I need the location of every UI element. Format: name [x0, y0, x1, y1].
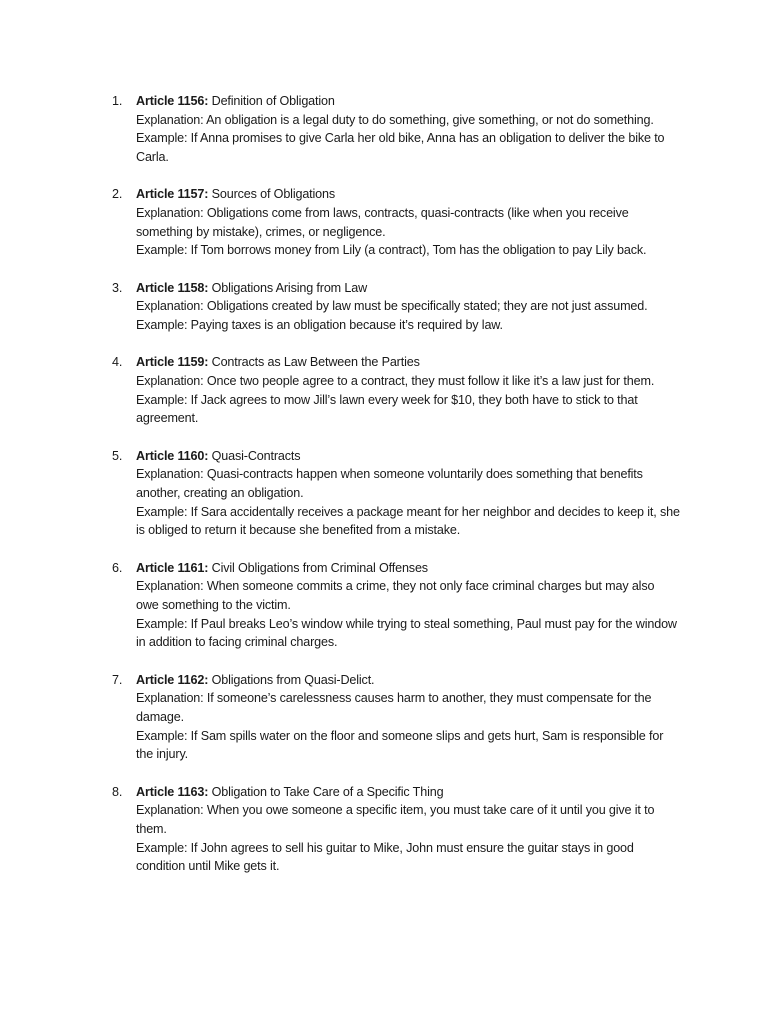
list-number: 2.	[112, 187, 123, 202]
article-explanation: Explanation: Once two people agree to a contract, they must follow it like it’s a law just for them.	[136, 373, 655, 388]
article-label: Article 1158:	[136, 280, 209, 295]
list-number: 7.	[112, 672, 123, 687]
article-item	[0, 185, 768, 260]
article-example: Example: If Sara accidentally receives a package meant for her neighbor and decides to keep it, she is obliged to return it because she benefited from a mistake.	[136, 504, 680, 538]
list-number: 5.	[112, 448, 123, 463]
list-number: 3.	[112, 280, 123, 295]
article-title: Contracts as Law Between the Parties	[211, 355, 420, 370]
list-number: 4.	[112, 355, 123, 370]
article-explanation: Explanation: When you owe someone a specific item, you must take care of it until you give it to them.	[136, 803, 655, 836]
list-number: 8.	[112, 784, 123, 799]
article-title: Sources of Obligations	[211, 187, 336, 202]
article-heading	[136, 447, 680, 466]
article-example: Example: If Anna promises to give Carla her old bike, Anna has an obligation to deliver the bike to Carla.	[136, 131, 665, 165]
article-title: Civil Obligations from Criminal Offenses	[211, 560, 428, 575]
article-title: Obligation to Take Care of a Specific Thing	[211, 784, 444, 799]
article-example: Example: If Tom borrows money from Lily (a contract), Tom has the obligation to pay Lily back.	[136, 243, 647, 258]
article-item	[0, 447, 768, 541]
article-item	[0, 92, 768, 167]
article-label: Article 1161:	[136, 560, 209, 575]
article-example: Example: If John agrees to sell his guitar to Mike, John must ensure the guitar stays in good condition until Mike gets it.	[136, 840, 634, 874]
article-example: Example: If Paul breaks Leo’s window while trying to steal something, Paul must pay for the window in addition to facing criminal charges.	[136, 616, 677, 650]
article-explanation: Explanation: When someone commits a crime, they not only face criminal charges but may also owe something to the victim.	[136, 579, 655, 612]
article-explanation: Explanation: Obligations come from laws, contracts, quasi-contracts (like when you receive something by mistake), crimes, or negligence.	[136, 206, 629, 239]
article-label: Article 1162:	[136, 672, 209, 687]
article-heading	[136, 559, 680, 578]
article-explanation: Explanation: Quasi-contracts happen when someone voluntarily does something that benefits another, creating an obligation.	[136, 467, 643, 500]
article-title: Obligations Arising from Law	[211, 280, 368, 295]
list-number: 6.	[112, 560, 123, 575]
article-heading	[136, 185, 680, 204]
article-label: Article 1160:	[136, 448, 209, 463]
article-heading	[136, 353, 680, 372]
article-item	[0, 279, 768, 335]
article-title: Obligations from Quasi-Delict.	[211, 672, 375, 687]
article-item	[0, 783, 768, 877]
article-example: Example: If Jack agrees to mow Jill’s lawn every week for $10, they both have to stick to that agreement.	[136, 392, 638, 426]
article-heading	[136, 92, 680, 111]
article-heading	[136, 279, 680, 298]
article-label: Article 1159:	[136, 355, 209, 370]
list-number: 1.	[112, 94, 123, 108]
article-explanation: Explanation: If someone’s carelessness causes harm to another, they must compensate for the damage.	[136, 691, 652, 724]
article-list	[0, 92, 768, 876]
article-example: Example: Paying taxes is an obligation because it’s required by law.	[136, 318, 503, 333]
article-item	[0, 671, 768, 765]
article-item	[0, 559, 768, 653]
article-item	[0, 353, 768, 428]
article-title: Definition of Obligation	[211, 94, 335, 108]
article-explanation: Explanation: An obligation is a legal duty to do something, give something, or not do something.	[136, 112, 654, 127]
article-heading	[136, 671, 680, 690]
article-example: Example: If Sam spills water on the floor and someone slips and gets hurt, Sam is responsible for the injury.	[136, 728, 664, 762]
article-label: Article 1163:	[136, 784, 209, 799]
article-explanation: Explanation: Obligations created by law must be specifically stated; they are not just assumed.	[136, 299, 648, 314]
article-label: Article 1157:	[136, 187, 209, 202]
article-heading	[136, 783, 680, 802]
article-title: Quasi-Contracts	[211, 448, 301, 463]
article-label: Article 1156:	[136, 94, 209, 108]
